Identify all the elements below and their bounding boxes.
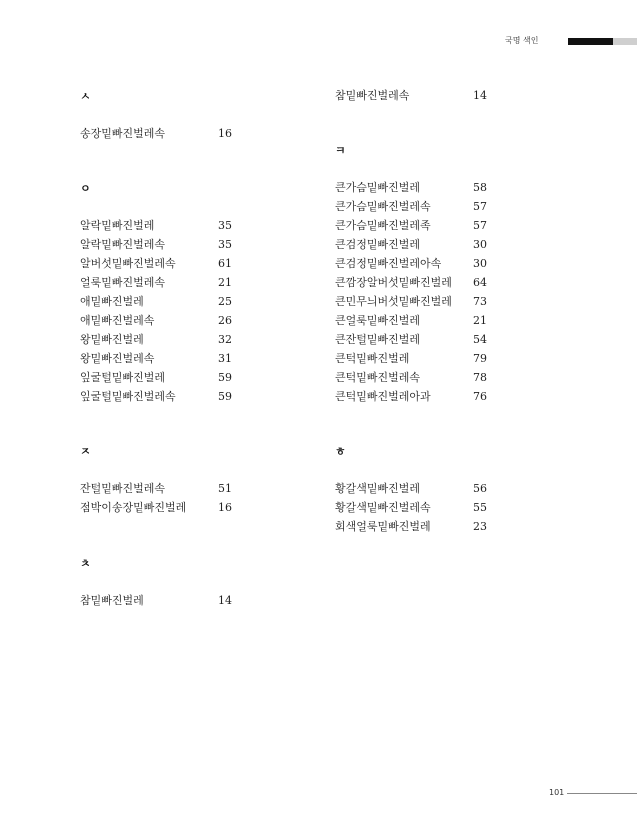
entry-name: 애밑빠진벌레속: [80, 314, 155, 327]
entry-page: 76: [473, 390, 487, 403]
entry-name: 회색얼룩밑빠진벌레: [335, 520, 431, 533]
index-entry: [335, 178, 535, 197]
index-entry: [80, 216, 280, 235]
index-entry: [80, 330, 280, 349]
entry-page: 57: [473, 219, 487, 232]
entry-page: 59: [218, 371, 232, 384]
entry-name: 큰검정밑빠진벌레: [335, 238, 421, 251]
entry-name: 황갈색밑빠진벌레: [335, 482, 421, 495]
entry-page: 32: [218, 333, 232, 346]
entry-name: 큰가슴밑빠진벌레: [335, 181, 421, 194]
entry-page: 58: [473, 181, 487, 194]
entry-name: 잔털밑빠진벌레속: [80, 482, 166, 495]
entry-name: 알버섯밑빠진벌레속: [80, 257, 176, 270]
index-entry: [80, 479, 280, 498]
entry-page: 73: [473, 295, 487, 308]
index-entry: [335, 311, 535, 330]
entry-page: 26: [218, 314, 232, 327]
index-entry: [335, 197, 535, 216]
entry-name: 큰턱밑빠진벌레아과: [335, 390, 431, 403]
entry-page: 61: [218, 257, 232, 270]
entry-page: 16: [218, 501, 232, 514]
index-entry: [80, 498, 280, 517]
entry-name: 알락밑빠진벌레속: [80, 238, 166, 251]
section-letter: ㅅ: [80, 90, 91, 103]
index-entry: [335, 216, 535, 235]
entry-name: 큰가슴밑빠진벌레속: [335, 200, 431, 213]
entry-name: 잎굴털밑빠진벌레: [80, 371, 166, 384]
entry-page: 25: [218, 295, 232, 308]
index-entry: [335, 387, 535, 406]
index-entry: [335, 86, 535, 105]
index-entry: [335, 349, 535, 368]
entry-page: 14: [473, 89, 487, 102]
entry-name: 큰민무늬버섯밑빠진벌레: [335, 295, 452, 308]
entry-page: 55: [473, 501, 487, 514]
index-entry: [80, 273, 280, 292]
section-letter: ㅊ: [80, 557, 91, 570]
entry-name: 큰턱밑빠진벌레속: [335, 371, 421, 384]
entry-page: 57: [473, 200, 487, 213]
entry-name: 애밑빠진벌레: [80, 295, 144, 308]
entry-name: 큰깜장알버섯밑빠진벌레: [335, 276, 452, 289]
entry-page: 35: [218, 238, 232, 251]
entry-page: 64: [473, 276, 487, 289]
header-bar-dark: [568, 38, 613, 45]
index-entry: [80, 349, 280, 368]
index-entry: [335, 235, 535, 254]
index-entry: [80, 368, 280, 387]
entry-name: 큰가슴밑빠진벌레족: [335, 219, 431, 232]
index-entry: [80, 311, 280, 330]
section-letter: ㅋ: [335, 144, 346, 157]
index-entry: [80, 124, 280, 143]
header-bar-light: [613, 38, 637, 45]
entry-page: 30: [473, 238, 487, 251]
index-section-chieut: [80, 555, 280, 610]
entry-page: 78: [473, 371, 487, 384]
index-section-hieut: [335, 443, 535, 536]
entry-page: 51: [218, 482, 232, 495]
entry-page: 23: [473, 520, 487, 533]
index-entry: [80, 591, 280, 610]
section-letter: ㅇ: [80, 182, 91, 195]
entry-name: 큰턱밑빠진벌레: [335, 352, 410, 365]
entry-page: 56: [473, 482, 487, 495]
index-section-siot: [80, 88, 280, 143]
entry-name: 얼룩밑빠진벌레속: [80, 276, 166, 289]
index-entry: [335, 292, 535, 311]
entry-page: 14: [218, 594, 232, 607]
index-entry: [335, 273, 535, 292]
index-entry: [335, 330, 535, 349]
entry-name: 참밑빠진벌레: [80, 594, 144, 607]
index-entry: [335, 368, 535, 387]
entry-name: 잎굴털밑빠진벌레속: [80, 390, 176, 403]
entry-page: 31: [218, 352, 232, 365]
entry-page: 30: [473, 257, 487, 270]
index-entry: [80, 254, 280, 273]
index-section-ieung: [80, 180, 280, 406]
entry-name: 송장밑빠진벌레속: [80, 127, 166, 140]
entry-name: 큰검정밑빠진벌레아속: [335, 257, 442, 270]
entry-page: 59: [218, 390, 232, 403]
entry-page: 16: [218, 127, 232, 140]
section-letter: ㅈ: [80, 445, 91, 458]
entry-page: 35: [218, 219, 232, 232]
index-entry: [80, 292, 280, 311]
entry-name: 점박이송장밑빠진벌레: [80, 501, 187, 514]
entry-name: 큰잔털밑빠진벌레: [335, 333, 421, 346]
entry-page: 54: [473, 333, 487, 346]
entry-name: 큰얼룩밑빠진벌레: [335, 314, 421, 327]
entry-page: 79: [473, 352, 487, 365]
section-letter: ㅎ: [335, 445, 346, 458]
index-entry: [335, 517, 535, 536]
index-entry: [80, 387, 280, 406]
entry-name: 알락밑빠진벌레: [80, 219, 155, 232]
entry-name: 황갈색밑빠진벌레속: [335, 501, 431, 514]
index-entry: [335, 254, 535, 273]
index-entry: [335, 479, 535, 498]
index-section-jieut: [80, 443, 280, 517]
entry-page: 21: [218, 276, 232, 289]
entry-page: 21: [473, 314, 487, 327]
index-entry: [80, 235, 280, 254]
page-number: 101: [549, 788, 565, 797]
index-entry: [335, 498, 535, 517]
index-section-chieut-continued: [335, 86, 535, 105]
entry-name: 왕밑빠진벌레속: [80, 352, 155, 365]
footer-rule: [567, 793, 637, 794]
header-label: 국명 색인: [505, 36, 539, 45]
entry-name: 참밑빠진벌레속: [335, 89, 410, 102]
entry-name: 왕밑빠진벌레: [80, 333, 144, 346]
index-section-kieuk: [335, 142, 535, 406]
